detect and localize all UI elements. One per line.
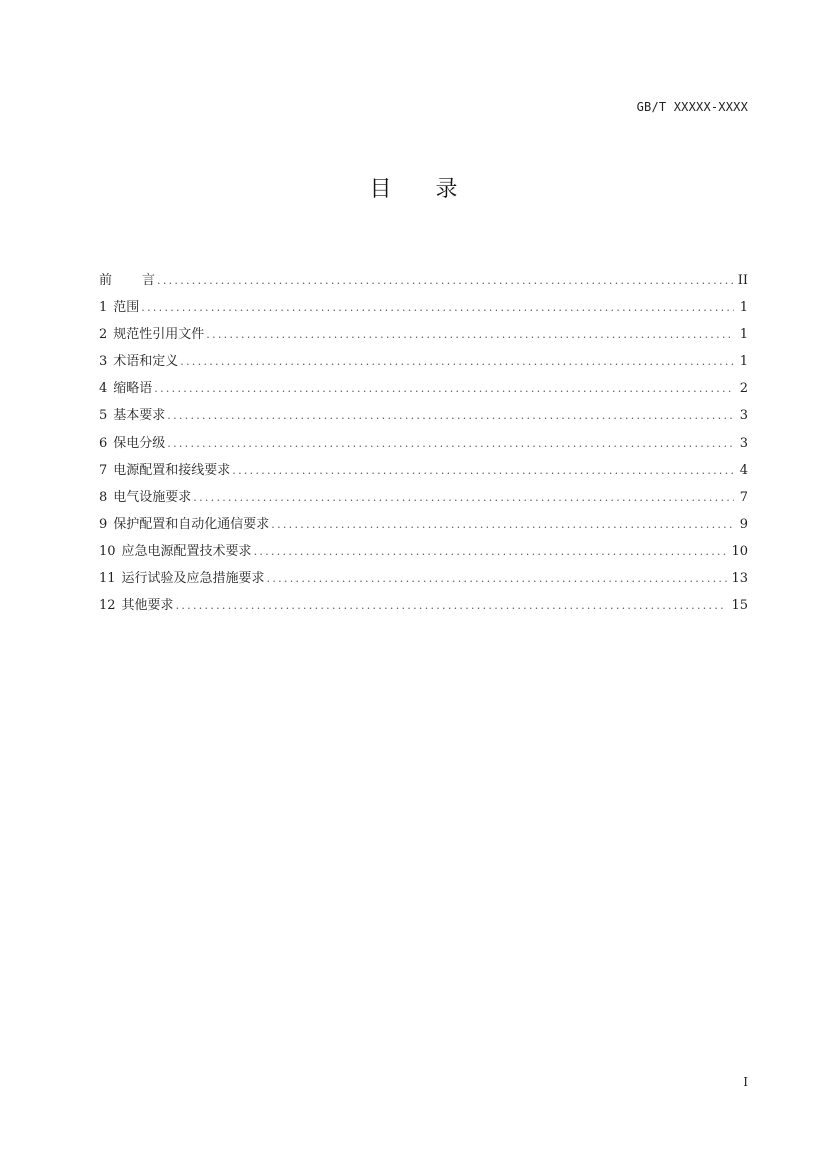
toc-entry-page: II <box>737 273 748 288</box>
toc-entry-page: 9 <box>739 516 748 532</box>
toc-entry-text: 其他要求 <box>121 598 174 614</box>
toc-entry-text: 保电分级 <box>113 435 166 451</box>
toc-dot-leader <box>206 321 734 348</box>
toc-entry-number: 9 <box>99 516 108 532</box>
toc-entry-page: 1 <box>739 327 748 343</box>
toc-entry-page: 10 <box>731 543 748 559</box>
toc-entry-number: 6 <box>99 435 108 451</box>
toc-entry-page: 1 <box>739 300 748 316</box>
toc-entry-number: 11 <box>99 571 116 587</box>
toc-dot-leader <box>254 538 728 565</box>
toc-entry[interactable] <box>99 592 748 619</box>
page-number: I <box>743 1075 748 1089</box>
toc-entry[interactable] <box>99 538 748 565</box>
standard-code: GB/T XXXXX-XXXX <box>636 100 748 114</box>
toc-dot-leader <box>267 565 728 592</box>
toc-entry[interactable] <box>99 511 748 538</box>
toc-dot-leader <box>167 402 734 429</box>
toc-entry-label <box>99 484 193 511</box>
toc-entry-number: 1 <box>99 300 108 316</box>
toc-entry-preface[interactable] <box>99 267 748 294</box>
toc-entry[interactable] <box>99 430 748 457</box>
toc-title-char-1: 目 <box>369 177 392 202</box>
toc-dot-leader <box>180 348 734 375</box>
toc-entry-page: 15 <box>731 598 748 614</box>
toc-dot-leader <box>176 592 728 619</box>
toc-entry[interactable] <box>99 294 748 321</box>
toc-entry-text: 电源配置和接线要求 <box>113 462 231 478</box>
toc-title-char-2: 录 <box>435 177 458 202</box>
toc-entry-text: 应急电源配置技术要求 <box>121 543 252 559</box>
toc-entry-number: 7 <box>99 462 108 478</box>
toc-dot-leader <box>157 267 734 294</box>
toc-entry-page: 3 <box>739 408 748 424</box>
toc-entry-label <box>99 402 167 429</box>
toc-entry-text: 范围 <box>113 300 140 316</box>
toc-entry-label <box>99 348 180 375</box>
toc-entry-label <box>99 538 254 565</box>
toc-title <box>0 172 827 203</box>
toc-entry[interactable] <box>99 375 748 402</box>
toc-entry-number: 10 <box>99 543 116 559</box>
toc-dot-leader <box>154 375 734 402</box>
toc-entry-number: 8 <box>99 489 108 505</box>
toc-entry-page: 2 <box>739 381 748 397</box>
toc-entry-page: 1 <box>739 354 748 370</box>
toc-entry-page: 3 <box>739 435 748 451</box>
toc-entry-text: 保护配置和自动化通信要求 <box>113 516 270 532</box>
toc-entry-label <box>99 430 167 457</box>
toc-entry-text: 电气设施要求 <box>113 489 192 505</box>
toc-entry-text: 缩略语 <box>113 381 153 397</box>
toc-dot-leader <box>167 430 734 457</box>
toc-entry-number: 4 <box>99 381 108 397</box>
toc-entry-label <box>99 375 154 402</box>
toc-entry-number: 3 <box>99 354 108 370</box>
toc-entry-page: 13 <box>731 571 748 587</box>
toc-entry-label <box>99 592 176 619</box>
toc-entry[interactable] <box>99 321 748 348</box>
toc-entry[interactable] <box>99 402 748 429</box>
toc-entry-number: 12 <box>99 598 116 614</box>
toc-dot-leader <box>271 511 734 538</box>
toc-entry[interactable] <box>99 484 748 511</box>
toc-preface-char-1: 前 <box>99 273 113 288</box>
toc-entry-label <box>99 267 157 294</box>
toc-dot-leader <box>141 294 734 321</box>
toc-entry-page: 4 <box>739 462 748 478</box>
toc-entry-text: 术语和定义 <box>113 354 179 370</box>
toc-entry-label <box>99 294 141 321</box>
toc-entry[interactable] <box>99 348 748 375</box>
toc-entry-page: 7 <box>739 489 748 505</box>
toc-entry-number: 5 <box>99 408 108 424</box>
toc-entry-number: 2 <box>99 327 108 343</box>
toc-list <box>99 267 748 619</box>
toc-entry-label <box>99 457 232 484</box>
toc-entry-text: 规范性引用文件 <box>113 327 205 343</box>
toc-entry-label <box>99 565 267 592</box>
toc-entry[interactable] <box>99 565 748 592</box>
toc-entry[interactable] <box>99 457 748 484</box>
toc-preface-char-2: 言 <box>142 273 156 288</box>
toc-entry-text: 基本要求 <box>113 408 166 424</box>
toc-dot-leader <box>193 484 734 511</box>
toc-entry-text: 运行试验及应急措施要求 <box>121 571 265 587</box>
toc-entry-label <box>99 511 271 538</box>
toc-entry-label <box>99 321 206 348</box>
toc-dot-leader <box>232 457 734 484</box>
